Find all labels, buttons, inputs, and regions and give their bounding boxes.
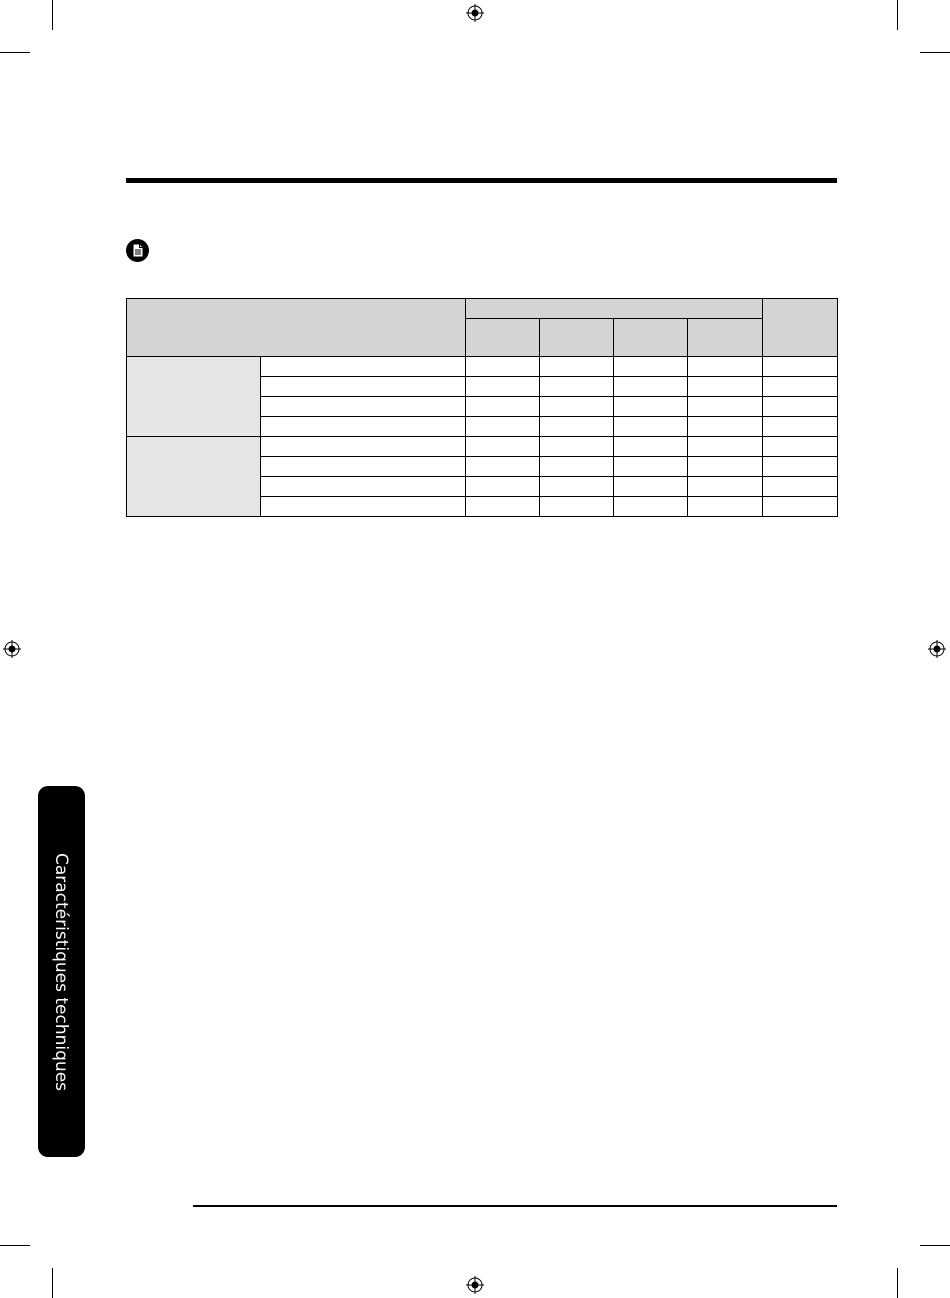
table-cell bbox=[466, 497, 540, 517]
table-cell bbox=[466, 437, 540, 457]
footer-rule bbox=[193, 1205, 837, 1207]
table-cell bbox=[614, 357, 688, 377]
crop-mark bbox=[920, 1245, 950, 1246]
registration-mark-icon bbox=[3, 640, 21, 658]
table-cell bbox=[540, 437, 614, 457]
crop-mark bbox=[920, 52, 950, 53]
table-header-cell bbox=[688, 319, 763, 357]
table-cell bbox=[688, 477, 763, 497]
table-group-cell bbox=[127, 357, 261, 437]
table-group-cell bbox=[127, 437, 261, 517]
table-header-cell bbox=[763, 299, 838, 357]
table-row bbox=[127, 357, 838, 377]
note-icon bbox=[126, 239, 149, 262]
table-cell bbox=[763, 417, 838, 437]
table-cell bbox=[261, 477, 466, 497]
table-cell bbox=[763, 357, 838, 377]
table-cell bbox=[261, 497, 466, 517]
registration-mark-icon bbox=[466, 4, 484, 22]
table-header-cell bbox=[127, 299, 466, 357]
table-cell bbox=[540, 417, 614, 437]
table-cell bbox=[614, 377, 688, 397]
table-header-cell bbox=[466, 299, 763, 319]
table-cell bbox=[261, 417, 466, 437]
table-header-cell bbox=[614, 319, 688, 357]
table-cell bbox=[688, 417, 763, 437]
table-cell bbox=[614, 397, 688, 417]
crop-mark bbox=[52, 1268, 53, 1298]
table-cell bbox=[688, 357, 763, 377]
table-cell bbox=[540, 457, 614, 477]
table-cell bbox=[763, 377, 838, 397]
registration-mark-icon bbox=[928, 640, 946, 658]
table-cell bbox=[614, 457, 688, 477]
table-cell bbox=[614, 477, 688, 497]
table-header-cell bbox=[466, 319, 540, 357]
registration-mark-icon bbox=[466, 1276, 484, 1294]
table-cell bbox=[763, 437, 838, 457]
table-cell bbox=[466, 477, 540, 497]
table-cell bbox=[688, 497, 763, 517]
table-cell bbox=[466, 377, 540, 397]
table-cell bbox=[614, 497, 688, 517]
table-cell bbox=[466, 417, 540, 437]
crop-mark bbox=[897, 0, 898, 30]
table-cell bbox=[540, 477, 614, 497]
table-cell bbox=[540, 377, 614, 397]
table-cell bbox=[763, 477, 838, 497]
crop-mark bbox=[0, 1245, 30, 1246]
table-cell bbox=[466, 357, 540, 377]
table-cell bbox=[688, 457, 763, 477]
table-cell bbox=[261, 437, 466, 457]
table-cell bbox=[261, 377, 466, 397]
chapter-tab-label-wrap bbox=[38, 786, 85, 1157]
table-cell bbox=[466, 457, 540, 477]
table-header-cell bbox=[540, 319, 614, 357]
table-cell bbox=[763, 457, 838, 477]
table-cell bbox=[688, 397, 763, 417]
table-cell bbox=[261, 457, 466, 477]
header-rule bbox=[126, 178, 837, 183]
table-cell bbox=[688, 437, 763, 457]
table-cell bbox=[688, 377, 763, 397]
table-cell bbox=[261, 357, 466, 377]
crop-mark bbox=[52, 0, 53, 30]
crop-mark bbox=[897, 1268, 898, 1298]
table-cell bbox=[763, 497, 838, 517]
table-cell bbox=[614, 437, 688, 457]
table-cell bbox=[466, 397, 540, 417]
table-cell bbox=[540, 357, 614, 377]
table-cell bbox=[540, 397, 614, 417]
table-cell bbox=[540, 497, 614, 517]
table-cell bbox=[261, 397, 466, 417]
crop-mark bbox=[0, 52, 30, 53]
table-row bbox=[127, 437, 838, 457]
chapter-tab-label: Caractéristiques techniques bbox=[51, 852, 72, 1091]
table-cell bbox=[614, 417, 688, 437]
spec-table bbox=[126, 298, 838, 517]
table-cell bbox=[763, 397, 838, 417]
